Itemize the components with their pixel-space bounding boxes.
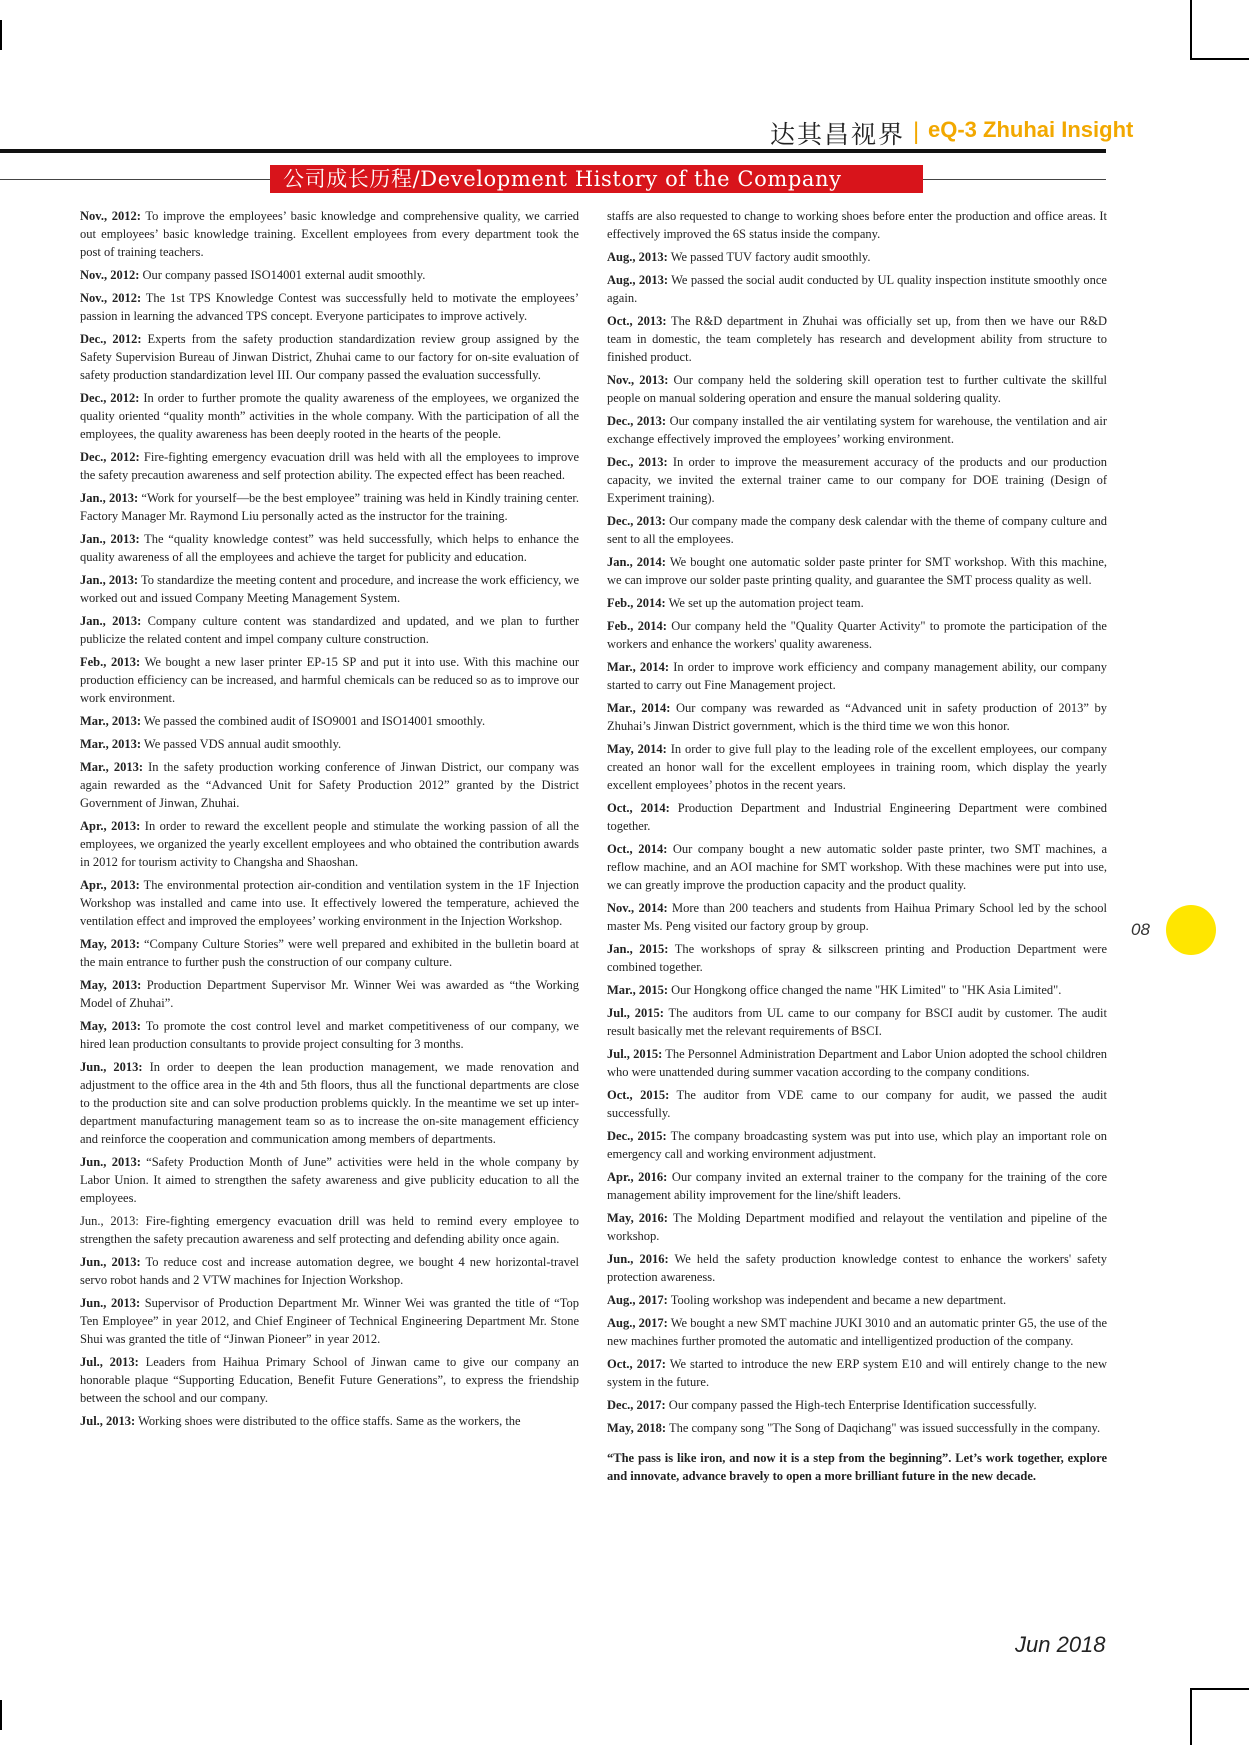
history-entry <box>80 1412 579 1430</box>
history-entry <box>80 489 579 525</box>
crop-mark <box>0 20 2 50</box>
entry-text: “Safety Production Month of June” activities were held in the whole company by Labor Union. It aimed to strengthen the safety awareness and give publicity education to all the employees. <box>80 1155 579 1205</box>
entry-text: In order to deepen the lean production management, we made renovation and adjustment to the office area in the 4th and 5th floors, thus all the functional departments are close to the production site and can solve production problems quickly. In the meantime we set up inter-department manufacturing management team so as to increase the on-site management efficiency and reinforce the cooperation and communication among members of departments. <box>80 1060 579 1146</box>
entry-text: The company song "The Song of Daqichang" was issued successfully in the company. <box>668 1421 1101 1435</box>
entry-text: Fire-fighting emergency evacuation drill was held to remind every employee to strengthen the safety precaution awareness and self protecting and defending ability once again. <box>80 1214 580 1246</box>
entry-text: To improve the employees’ basic knowledge and comprehensive quality, we carried out employees’ basic knowledge training. Excellent employees from every department took the post of training teachers. <box>80 209 580 259</box>
entry-text: Our company passed ISO14001 external audit smoothly. <box>142 268 426 282</box>
entry-date: Dec., 2012: <box>80 450 140 464</box>
history-entry <box>607 453 1107 507</box>
right-column <box>607 207 1107 1490</box>
entry-date: Jun., 2013: <box>80 1155 141 1169</box>
history-entry <box>80 1153 579 1207</box>
history-entry <box>607 1314 1107 1350</box>
history-entry <box>607 248 1107 266</box>
entry-text: To reduce cost and increase automation degree, we bought 4 new horizontal-travel servo robot hands and 2 VTW machines for Injection Workshop. <box>80 1255 579 1287</box>
entry-text: Experts from the safety production standardization review group assigned by the Safety Supervision Bureau of Jinwan District, Zhuhai came to our factory for on-site evaluation of safety production standardization level III. Our company passed the evaluation successfully. <box>80 332 579 382</box>
history-entry <box>80 712 579 730</box>
history-entry <box>607 799 1107 835</box>
history-entry <box>607 1004 1107 1040</box>
history-entry <box>80 448 579 484</box>
crop-mark <box>1190 58 1249 60</box>
history-entry <box>607 553 1107 589</box>
entry-date: May, 2016: <box>607 1211 668 1225</box>
entry-date: Oct., 2014: <box>607 842 668 856</box>
entry-text: “Company Culture Stories” were well prepared and exhibited in the bulletin board at the main entrance to further push the construction of our company culture. <box>80 937 579 969</box>
history-entry <box>80 653 579 707</box>
entry-date: Jul., 2015: <box>607 1047 663 1061</box>
history-entry <box>80 976 579 1012</box>
history-entry <box>607 840 1107 894</box>
entry-date: Jun., 2013: <box>80 1060 143 1074</box>
entry-text: We set up the automation project team. <box>668 596 864 610</box>
entry-date: Apr., 2013: <box>80 878 140 892</box>
entry-text: Our company bought a new automatic solder paste printer, two SMT machines, a reflow machine, and an AOI machine for SMT workshop. With these machines were put into use, we can greatly improve the production capacity and the product quality. <box>607 842 1107 892</box>
entry-date: Nov., 2013: <box>607 373 669 387</box>
history-entry <box>80 330 579 384</box>
history-entry <box>80 612 579 648</box>
section-title: 公司成长历程/Development History of the Company <box>283 167 842 191</box>
history-entry <box>607 1355 1107 1391</box>
entry-date: Dec., 2013: <box>607 414 667 428</box>
entry-text: We passed TUV factory audit smoothly. <box>670 250 871 264</box>
entry-date: Jun., 2013: <box>80 1296 141 1310</box>
entry-date: Aug., 2013: <box>607 250 668 264</box>
entry-text: We passed the combined audit of ISO9001 and ISO14001 smoothly. <box>143 714 486 728</box>
entry-date: Apr., 2013: <box>80 819 141 833</box>
entry-date: Jan., 2014: <box>607 555 666 569</box>
history-entry <box>80 1058 579 1148</box>
history-entry <box>607 512 1107 548</box>
entry-text: In the safety production working conference of Jinwan District, our company was again rewarded as the “Advanced Unit for Safety Production 2012” granted by the District Government of Jinwan, Zhuhai. <box>80 760 579 810</box>
entry-text: The workshops of spray & silkscreen printing and Production Department were combined together. <box>607 942 1107 974</box>
entry-date: Nov., 2012: <box>80 291 142 305</box>
entry-text: In order to reward the excellent people and stimulate the working passion of all the employees, we organized the yearly excellent employees and who obtained the contribution awards in 2012 for tourism activity to Changsha and Shaoshan. <box>80 819 579 869</box>
history-entry <box>607 740 1107 794</box>
entry-date: Feb., 2013: <box>80 655 141 669</box>
entry-text: Company culture content was standardized and updated, and we plan to further publicize the related content and impel company culture construction. <box>80 614 579 646</box>
history-entry <box>80 876 579 930</box>
entry-text: The company broadcasting system was put into use, which play an important role on emergency call and working environment adjustment. <box>607 1129 1107 1161</box>
entry-text: Our company installed the air ventilating system for warehouse, the ventilation and air exchange effectively improved the employees’ working environment. <box>607 414 1107 446</box>
entry-text: To standardize the meeting content and procedure, and increase the work efficiency, we worked out and issued Company Meeting Management System. <box>80 573 579 605</box>
history-entry <box>607 1127 1107 1163</box>
entry-date: Jun., 2016: <box>607 1252 669 1266</box>
history-entry <box>80 207 579 261</box>
entry-date: Mar., 2013: <box>80 760 143 774</box>
history-entry <box>607 594 1107 612</box>
entry-date: May, 2014: <box>607 742 667 756</box>
history-entry <box>80 758 579 812</box>
history-entry <box>80 571 579 607</box>
entry-date: May, 2013: <box>80 937 140 951</box>
crop-mark <box>1190 1688 1249 1690</box>
entry-text: To promote the cost control level and market competitiveness of our company, we hired lean production consultants to provide project consulting for 3 months. <box>80 1019 579 1051</box>
entry-text: We passed VDS annual audit smoothly. <box>143 737 342 751</box>
entry-date: Jun., 2013: <box>80 1214 139 1228</box>
entry-date: Mar., 2015: <box>607 983 668 997</box>
history-entry <box>607 1209 1107 1245</box>
entry-date: Aug., 2013: <box>607 273 668 287</box>
history-entry <box>607 371 1107 407</box>
entry-date: Dec., 2013: <box>607 514 666 528</box>
entry-date: Oct., 2015: <box>607 1088 670 1102</box>
closing-statement: “The pass is like iron, and now it is a step from the beginning”. Let’s work together, explore and innovate, advance bravely to open a more brilliant future in the new decade. <box>607 1451 1107 1483</box>
history-entry <box>607 1250 1107 1286</box>
entry-text: The auditor from VDE came to our company for audit, we passed the audit successfully. <box>607 1088 1107 1120</box>
entry-text: In order to improve work efficiency and company management ability, our company started to carry out Fine Management project. <box>607 660 1108 692</box>
entry-date: Aug., 2017: <box>607 1293 668 1307</box>
entry-date: Jul., 2013: <box>80 1355 139 1369</box>
entry-text: Working shoes were distributed to the office staffs. Same as the workers, the <box>138 1414 521 1428</box>
history-entry <box>607 658 1107 694</box>
entry-date: Mar., 2013: <box>80 714 141 728</box>
history-entry <box>607 271 1107 307</box>
entry-text: The Molding Department modified and relayout the ventilation and pipeline of the workshop. <box>607 1211 1108 1243</box>
history-entry <box>80 266 579 284</box>
entry-date: Oct., 2014: <box>607 801 670 815</box>
entry-date: Jan., 2015: <box>607 942 669 956</box>
entry-date: Jan., 2013: <box>80 491 139 505</box>
crop-mark <box>1190 1688 1192 1745</box>
entry-text: We started to introduce the new ERP system E10 and will entirely change to the new system in the future. <box>607 1357 1107 1389</box>
history-entry <box>80 1353 579 1407</box>
entry-text: We bought a new SMT machine JUKI 3010 and an automatic printer G5, the use of the new machines further promoted the automatic and intelligentized production of the company. <box>607 1316 1107 1348</box>
entry-date: Jul., 2013: <box>80 1414 136 1428</box>
history-entry <box>80 289 579 325</box>
entry-date: May, 2013: <box>80 978 142 992</box>
entry-text: The R&D department in Zhuhai was officially set up, from then we have our R&D team in domestic, the team completely has research and development ability from structure to finished product. <box>607 314 1107 364</box>
history-entry <box>80 935 579 971</box>
entry-date: Jan., 2013: <box>80 614 142 628</box>
history-entry <box>607 981 1107 999</box>
page-number: 08 <box>1131 920 1150 939</box>
history-entry <box>607 1168 1107 1204</box>
history-entry <box>607 617 1107 653</box>
entry-date: Nov., 2012: <box>80 209 141 223</box>
history-entry <box>80 1212 579 1248</box>
entry-date: Dec., 2012: <box>80 391 140 405</box>
page-tab-circle <box>1166 905 1216 955</box>
history-entry <box>80 735 579 753</box>
header-separator: | <box>913 118 920 145</box>
entry-text: Our company held the "Quality Quarter Activity" to promote the participation of the workers and enhance the workers' quality awareness. <box>607 619 1107 651</box>
entry-date: Jun., 2013: <box>80 1255 141 1269</box>
entry-text: More than 200 teachers and students from Haihua Primary School led by the school master Ms. Peng visited our factory group by group. <box>607 901 1107 933</box>
entry-text: Production Department Supervisor Mr. Winner Wei was awarded as “the Working Model of Zhuhai”. <box>80 978 579 1010</box>
history-entry <box>607 312 1107 366</box>
history-entry <box>607 1086 1107 1122</box>
history-entry <box>80 1017 579 1053</box>
history-entry <box>607 899 1107 935</box>
entry-text: We held the safety production knowledge contest to enhance the workers' safety protection awareness. <box>607 1252 1107 1284</box>
header-chinese-title: 达其昌视界 <box>770 120 906 149</box>
entry-text: We bought a new laser printer EP-15 SP and put it into use. With this machine our production efficiency can be increased, and harmful chemicals can be reduced so as to improve our work environment. <box>80 655 579 705</box>
entry-text: The Personnel Administration Department and Labor Union adopted the school children who were unattended during summer vacation according to the company conditions. <box>607 1047 1108 1079</box>
entry-date: Jan., 2013: <box>80 573 139 587</box>
entry-text: Our company made the company desk calendar with the theme of company culture and sent to all the employees. <box>607 514 1108 546</box>
entry-date: Jul., 2015: <box>607 1006 664 1020</box>
entry-text: Our company passed the High-tech Enterprise Identification successfully. <box>668 1398 1037 1412</box>
history-entry <box>607 1045 1107 1081</box>
entry-text: The auditors from UL came to our company for BSCI audit by customer. The audit result basically met the relevant requirements of BSCI. <box>607 1006 1107 1038</box>
entry-text: Our Hongkong office changed the name "HK Limited" to "HK Asia Limited". <box>671 983 1062 997</box>
issue-date: Jun 2018 <box>1015 1632 1106 1657</box>
history-entry <box>607 699 1107 735</box>
entry-text: The environmental protection air-condition and ventilation system in the 1F Injection Workshop was installed and came into use. It effectively lowered the temperature, achieved the ventilation effect and improved the employees’ working environment in the Injection Workshop. <box>80 878 580 928</box>
header-english-title: eQ-3 Zhuhai Insight <box>928 117 1134 142</box>
entry-text: The 1st TPS Knowledge Contest was successfully held to motivate the employees’ passion in learning the advanced TPS concept. Everyone participates to improve actively. <box>80 291 580 323</box>
entry-text: Our company invited an external trainer to the company for the training of the core management ability improvement for the line/shift leaders. <box>607 1170 1108 1202</box>
entry-date: Dec., 2015: <box>607 1129 667 1143</box>
entry-date: Mar., 2013: <box>80 737 141 751</box>
entry-date: Mar., 2014: <box>607 701 671 715</box>
entry-text: Supervisor of Production Department Mr. Winner Wei was granted the title of “Top Ten Employee” in year 2012, and Chief Engineer of Technical Engineering Department Mr. Stone Shui was granted the title of “Jinwan Pioneer” in year 2012. <box>80 1296 579 1346</box>
entry-date: Jan., 2013: <box>80 532 140 546</box>
header-rule <box>0 149 1106 153</box>
entry-date: Dec., 2013: <box>607 455 668 469</box>
entry-text: Our company held the soldering skill operation test to further cultivate the skillful people on manual soldering operation and ensure the manual soldering quality. <box>607 373 1108 405</box>
entry-date: Oct., 2017: <box>607 1357 666 1371</box>
entry-date: Apr., 2016: <box>607 1170 668 1184</box>
history-entry <box>607 1291 1107 1309</box>
entry-date: Feb., 2014: <box>607 596 666 610</box>
entry-date: Feb., 2014: <box>607 619 667 633</box>
crop-mark <box>1190 0 1192 58</box>
entry-date: Oct., 2013: <box>607 314 667 328</box>
entry-date: Aug., 2017: <box>607 1316 668 1330</box>
entry-date: Dec., 2017: <box>607 1398 666 1412</box>
entry-date: Dec., 2012: <box>80 332 142 346</box>
history-entry <box>80 389 579 443</box>
entry-text: In order to give full play to the leading role of the excellent employees, our company created an honor wall for the excellent employees in training room, which display the yearly excellent employees’ photos in the recent years. <box>607 742 1107 792</box>
entry-date: Nov., 2012: <box>80 268 140 282</box>
history-entry <box>80 530 579 566</box>
history-entry <box>80 817 579 871</box>
history-entry <box>607 412 1107 448</box>
entry-text: Tooling workshop was independent and became a new department. <box>670 1293 1007 1307</box>
history-entry <box>607 940 1107 976</box>
entry-date: May, 2018: <box>607 1421 667 1435</box>
history-entry <box>607 1419 1107 1437</box>
history-entry-continuation: staffs are also requested to change to working shoes before enter the production and office areas. It effectively improved the 6S status inside the company. <box>607 209 1107 241</box>
entry-date: Nov., 2014: <box>607 901 668 915</box>
entry-text: Fire-fighting emergency evacuation drill was held with all the employees to improve the safety precaution awareness and self protection ability. The expected effect has been reached. <box>80 450 580 482</box>
left-column <box>80 207 579 1435</box>
history-entry <box>607 1396 1107 1414</box>
crop-mark <box>0 1700 2 1730</box>
entry-text: We passed the social audit conducted by UL quality inspection institute smoothly once again. <box>607 273 1107 305</box>
entry-text: Our company was rewarded as “Advanced unit in safety production of 2013” by Zhuhai’s Jinwan District government, which is the third time we won this honor. <box>607 701 1107 733</box>
history-entry <box>80 1294 579 1348</box>
entry-text: We bought one automatic solder paste printer for SMT workshop. With this machine, we can improve our solder paste printing quality, and guarantee the SMT process quality as well. <box>607 555 1107 587</box>
entry-text: Leaders from Haihua Primary School of Jinwan came to give our company an honorable plaque “Supporting Education, Benefit Future Generations”, to express the friendship between the school and our company. <box>80 1355 579 1405</box>
history-entry <box>80 1253 579 1289</box>
entry-date: May, 2013: <box>80 1019 141 1033</box>
entry-text: In order to further promote the quality awareness of the employees, we organized the quality oriented “quality month” activities in the whole company. With the participation of all the employees, the quality awareness has been deeply rooted in the hearts of the people. <box>80 391 580 441</box>
entry-text: “Work for yourself—be the best employee” training was held in Kindly training center. Factory Manager Mr. Raymond Liu personally acted as the instructor for the training. <box>80 491 579 523</box>
entry-date: Mar., 2014: <box>607 660 670 674</box>
entry-text: Production Department and Industrial Engineering Department were combined together. <box>607 801 1107 833</box>
entry-text: The “quality knowledge contest” was held successfully, which helps to enhance the quality awareness of all the employees and achieve the target for publicity and education. <box>80 532 579 564</box>
entry-text: In order to improve the measurement accuracy of the products and our production capacity, we invited the external trainer came to our company for DOE training (Design of Experiment training). <box>607 455 1108 505</box>
